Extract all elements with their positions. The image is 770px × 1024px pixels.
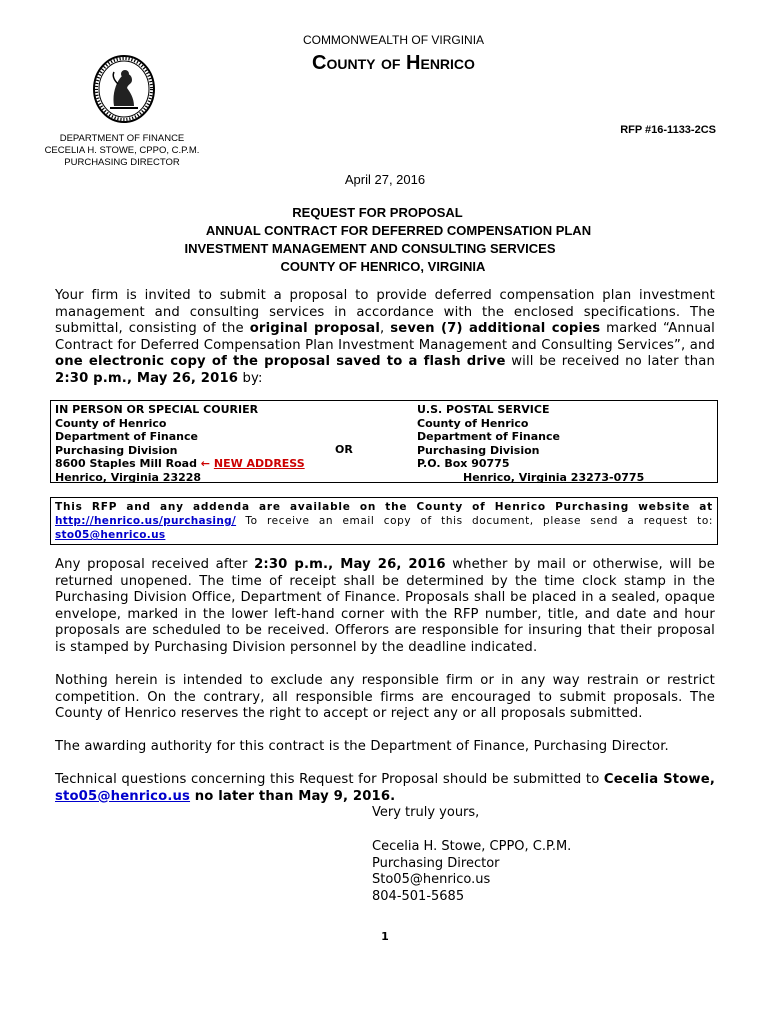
purchasing-website-link[interactable]: http://henrico.us/purchasing/: [55, 515, 237, 527]
postal-address: [417, 403, 713, 484]
closing-line: Very truly yours,: [372, 805, 480, 820]
postal-line-3: Purchasing Division: [417, 443, 540, 457]
rfp-title-block: [0, 204, 770, 276]
director-role: PURCHASING DIRECTOR: [64, 157, 180, 168]
technical-questions-paragraph: [55, 772, 715, 805]
contact-name-text: Cecelia Stowe,: [603, 772, 716, 787]
intro-text-3: marked “Annual Contract for Deferred Compensation Plan Investment Management and Consulting Services”, and: [55, 321, 715, 353]
contact-email-link[interactable]: sto05@henrico.us: [55, 788, 191, 804]
postal-line-4: P.O. Box 90775: [417, 457, 510, 470]
questions-deadline-text: no later than May 9, 2016.: [190, 788, 396, 804]
commonwealth-heading: COMMONWEALTH OF VIRGINIA: [302, 33, 485, 47]
postal-line-1: County of Henrico: [417, 416, 529, 430]
in-person-line-2: Department of Finance: [55, 430, 198, 443]
letter-date: April 27, 2016: [344, 172, 426, 187]
signer-title: Purchasing Director: [372, 855, 500, 871]
department-name: DEPARTMENT OF FINANCE: [59, 133, 185, 144]
in-person-address: [55, 403, 335, 484]
deadline-text: 2:30 p.m., May 26, 2016: [55, 370, 239, 386]
title-line-2: ANNUAL CONTRACT FOR DEFERRED COMPENSATION PLAN: [205, 223, 592, 238]
intro-text-1: Your firm is invited to submit a proposal to provide deferred compensation plan investment management and consulting services in accordance with the enclosed specifications. The submittal, consisting of the: [55, 288, 715, 336]
awarding-authority-paragraph: The awarding authority for this contract is the Department of Finance, Purchasing Director.: [55, 739, 669, 754]
in-person-line-1: County of Henrico: [55, 416, 167, 430]
page-number: 1: [381, 930, 389, 943]
intro-text-5: by:: [238, 370, 263, 386]
postal-line-2: Department of Finance: [417, 430, 560, 443]
postal-heading: U.S. POSTAL SERVICE: [417, 403, 550, 416]
signer-name: Cecelia H. Stowe, CPPO, C.P.M.: [372, 839, 572, 854]
signer-phone: 804-501-5685: [372, 888, 465, 904]
county-seal-icon: [92, 54, 156, 124]
original-proposal-text: original proposal: [249, 321, 381, 336]
late-text-1: Any proposal received after: [55, 557, 255, 572]
late-text-2: whether by mail or otherwise, will be returned unopened. The time of receipt shall be determined by the time clock stamp in the Purchasing Division Office, Department of Finance. Proposals shall be placed in a sealed, opaque envelope, marked in the lower left-hand corner with the RFP number, title, and date and hour proposals are scheduled to be received. Offerors are responsible for insuring that their proposal is stamped by Purchasing Division personnel by the deadline indicated.: [55, 557, 716, 655]
department-block: [40, 133, 204, 169]
title-line-1: REQUEST FOR PROPOSAL: [292, 205, 463, 220]
or-label: OR: [335, 443, 353, 456]
intro-paragraph: [55, 288, 715, 387]
in-person-line-3: Purchasing Division: [55, 443, 178, 457]
signer-email: Sto05@henrico.us: [372, 872, 491, 887]
in-person-line-4: 8600 Staples Mill Road: [55, 457, 197, 470]
email-request-text: To receive an email copy of this document, please send a request to:: [236, 515, 713, 527]
rfp-number: RFP #16-1133-2CS: [620, 124, 716, 136]
new-address-label: NEW ADDRESS: [213, 457, 305, 470]
title-line-3: INVESTMENT MANAGEMENT AND CONSULTING SERVICES: [184, 241, 556, 256]
delivery-address-box: [50, 400, 718, 483]
website-info-box: [50, 497, 718, 545]
tech-text-1: Technical questions concerning this Request for Proposal should be submitted to: [55, 772, 604, 787]
flash-drive-text: one electronic copy of the proposal saved to a flash drive: [55, 354, 506, 369]
in-person-line-5: Henrico, Virginia 23228: [55, 470, 202, 484]
additional-copies-text: seven (7) additional copies: [390, 321, 601, 336]
postal-line-5: Henrico, Virginia 23273-0775: [463, 470, 645, 484]
intro-text-4: will be received no later than: [505, 354, 715, 369]
intro-text-2: ,: [380, 321, 391, 336]
left-arrow-icon: ←: [200, 457, 211, 470]
county-title: County of Henrico: [312, 52, 475, 74]
in-person-line-4-row: [55, 457, 335, 471]
title-line-4: COUNTY OF HENRICO, VIRGINIA: [280, 259, 486, 274]
competition-paragraph: Nothing herein is intended to exclude any responsible firm or in any way restrain or restrict competition. On the contrary, all responsible firms are encouraged to submit proposals. The County of Henrico reserves the right to accept or reject any or all proposals submitted.: [55, 673, 715, 721]
in-person-heading: IN PERSON OR SPECIAL COURIER: [55, 403, 259, 416]
late-proposal-paragraph: [55, 557, 715, 656]
request-email-link[interactable]: sto05@henrico.us: [55, 529, 166, 541]
director-name: CECELIA H. STOWE, CPPO, C.P.M.: [44, 145, 200, 156]
signature-block: [372, 839, 571, 905]
website-info-text: This RFP and any addenda are available on the County of Henrico Purchasing website at: [55, 501, 713, 513]
late-deadline-text: 2:30 p.m., May 26, 2016: [254, 557, 446, 572]
